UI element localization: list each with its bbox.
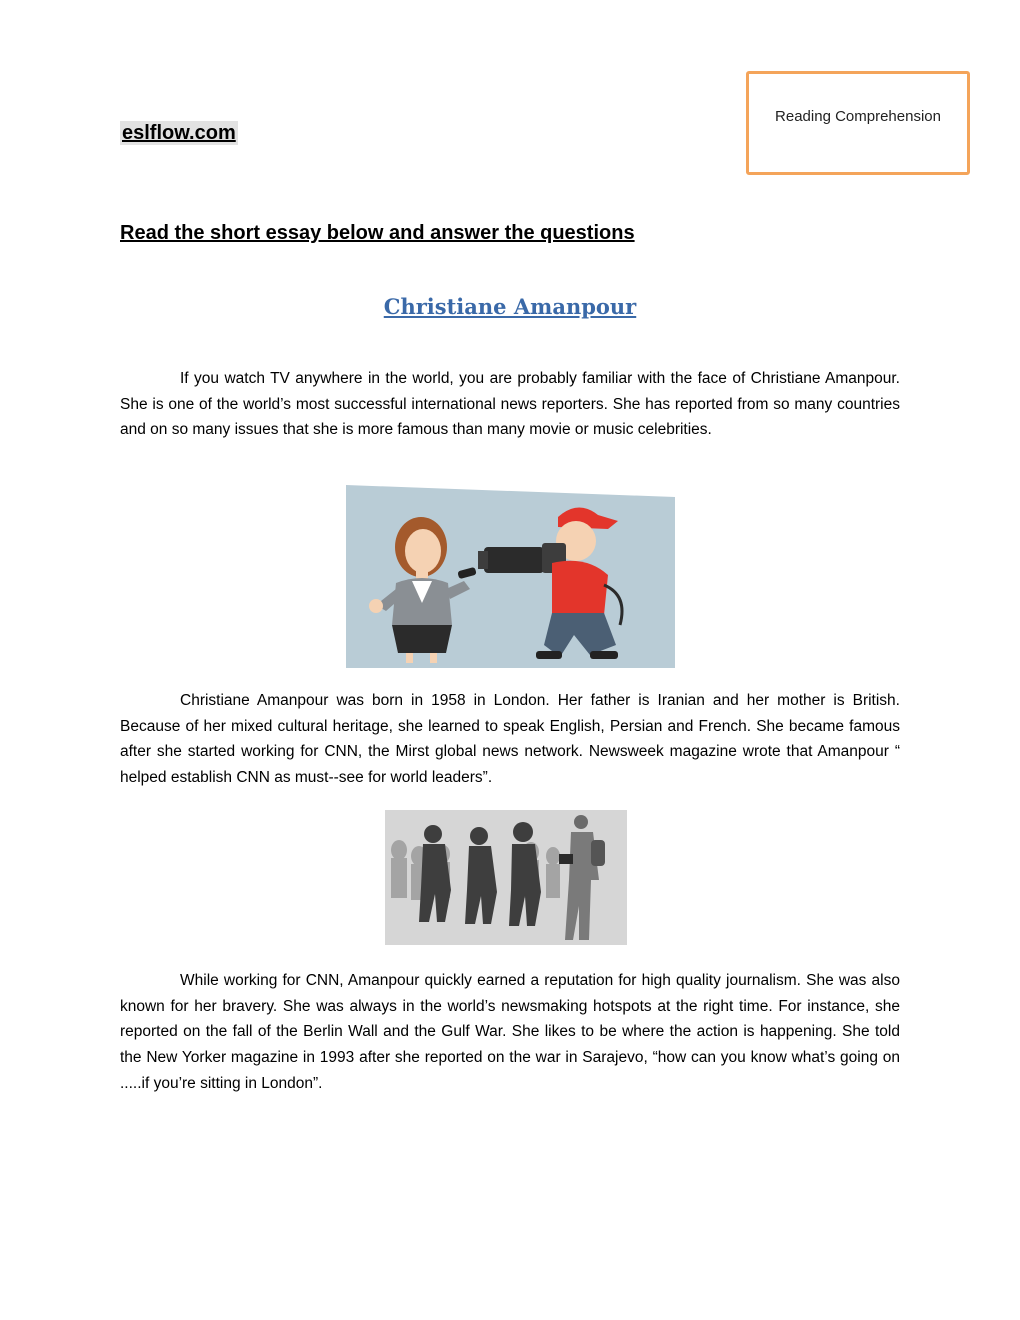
essay-paragraph-2: Christiane Amanpour was born in 1958 in London. Her father is Iranian and her mother is British. Because of her mixed cultural heritage, she learned to speak English, Persian and French. She became famous after she started working for CNN, the Mirst global news network. Newsweek magazine wrote that Amanpour “ helped establish CNN as must--see for world leaders”. [120,692,900,787]
instruction-heading: Read the short essay below and answer the questions [120,222,635,244]
essay-title: Christiane Amanpour [383,294,637,319]
site-link[interactable]: eslflow.com [122,122,236,144]
essay-paragraph-3: While working for CNN, Amanpour quickly earned a reputation for high quality journalism. She was also known for her bravery. She was always in the world’s newsmaking hotspots at the right time. For instance, she reported on the fall of the Berlin Wall and the Gulf War. She likes to be where the action is happening. She told the New Yorker magazine in 1993 after she reported on the war in Sarajevo, “how can you know what’s going on .....if you’re sitting in London”. [120,972,900,1092]
reading-comprehension-label: Reading Comprehension [775,108,941,125]
reading-comprehension-label-box [746,71,970,175]
essay-paragraph-1: If you watch TV anywhere in the world, you are probably familiar with the face of Christiane Amanpour. She is one of the world’s most successful international news reporters. She has reported from so many countries and on so many issues that she is more famous than many movie or music celebrities. [120,370,900,439]
reporter-cameraman-illustration [346,485,675,668]
soldiers-and-journalist-illustration [385,810,627,945]
